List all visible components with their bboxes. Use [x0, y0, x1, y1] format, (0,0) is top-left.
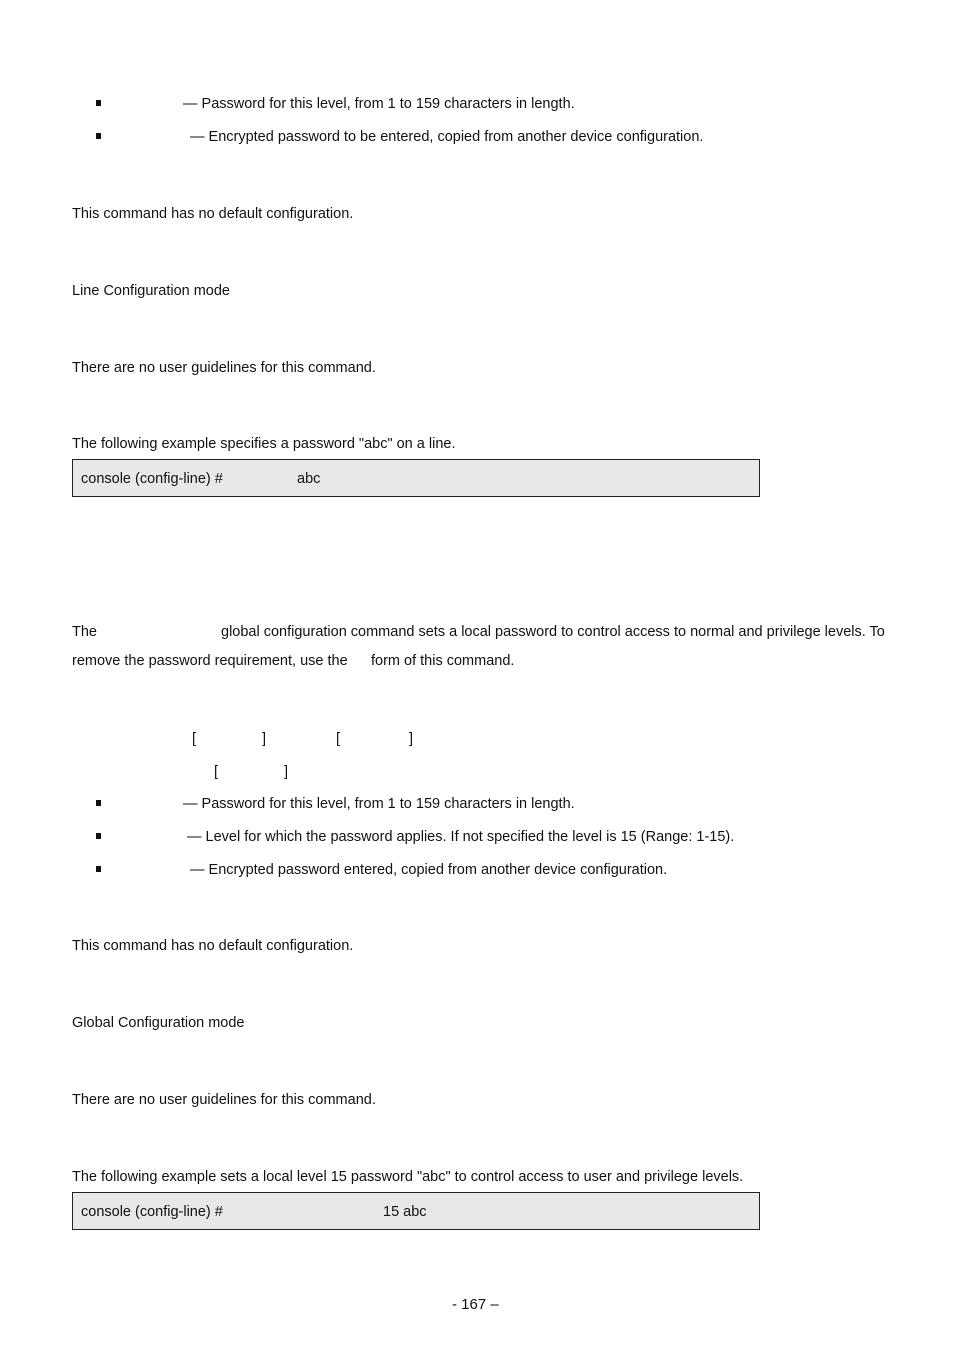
code-example-box [72, 459, 760, 497]
bullet-text-encrypted-password: — Encrypted password to be entered, copied from another device configuration. [190, 129, 704, 145]
bullet-text-password: — Password for this level, from 1 to 159 characters in length. [183, 796, 575, 812]
bullet-marker [96, 833, 101, 839]
code-prompt: console (config-line) # [81, 471, 223, 487]
command-mode-text: Line Configuration mode [72, 283, 230, 299]
example-description: The following example sets a local level 15 password "abc" to control access to user and privilege levels. [72, 1169, 744, 1185]
syntax-bracket: [ [192, 731, 197, 747]
user-guidelines-text: There are no user guidelines for this command. [72, 1092, 376, 1108]
user-guidelines-text: There are no user guidelines for this command. [72, 360, 376, 376]
bullet-marker [96, 100, 101, 106]
default-config-text: This command has no default configuration. [72, 206, 354, 222]
syntax-bracket: [ [336, 731, 341, 747]
bullet-marker [96, 800, 101, 806]
syntax-bracket: ] [284, 764, 289, 780]
bullet-text-level: — Level for which the password applies. If not specified the level is 15 (Range: 1-15). [187, 829, 735, 845]
page-number: - 167 – [452, 1296, 499, 1313]
description-word-the: The [72, 624, 97, 640]
code-prompt: console (config-line) # [81, 1204, 223, 1220]
bullet-text-encrypted-password: — Encrypted password entered, copied from another device configuration. [190, 862, 668, 878]
bullet-marker [96, 133, 101, 139]
bullet-text-password: — Password for this level, from 1 to 159 characters in length. [183, 96, 575, 112]
code-argument: 15 abc [383, 1204, 427, 1220]
example-description: The following example specifies a password "abc" on a line. [72, 436, 456, 452]
syntax-bracket: ] [409, 731, 414, 747]
default-config-text: This command has no default configuration. [72, 938, 354, 954]
code-example-box [72, 1192, 760, 1230]
syntax-bracket: ] [262, 731, 267, 747]
command-mode-text: Global Configuration mode [72, 1015, 245, 1031]
description-line2-part1: remove the password requirement, use the [72, 653, 348, 669]
bullet-marker [96, 866, 101, 872]
description-line1: global configuration command sets a local password to control access to normal and privilege levels. To [221, 624, 885, 640]
code-argument: abc [297, 471, 321, 487]
description-line2-part2: form of this command. [371, 653, 515, 669]
syntax-bracket: [ [214, 764, 219, 780]
